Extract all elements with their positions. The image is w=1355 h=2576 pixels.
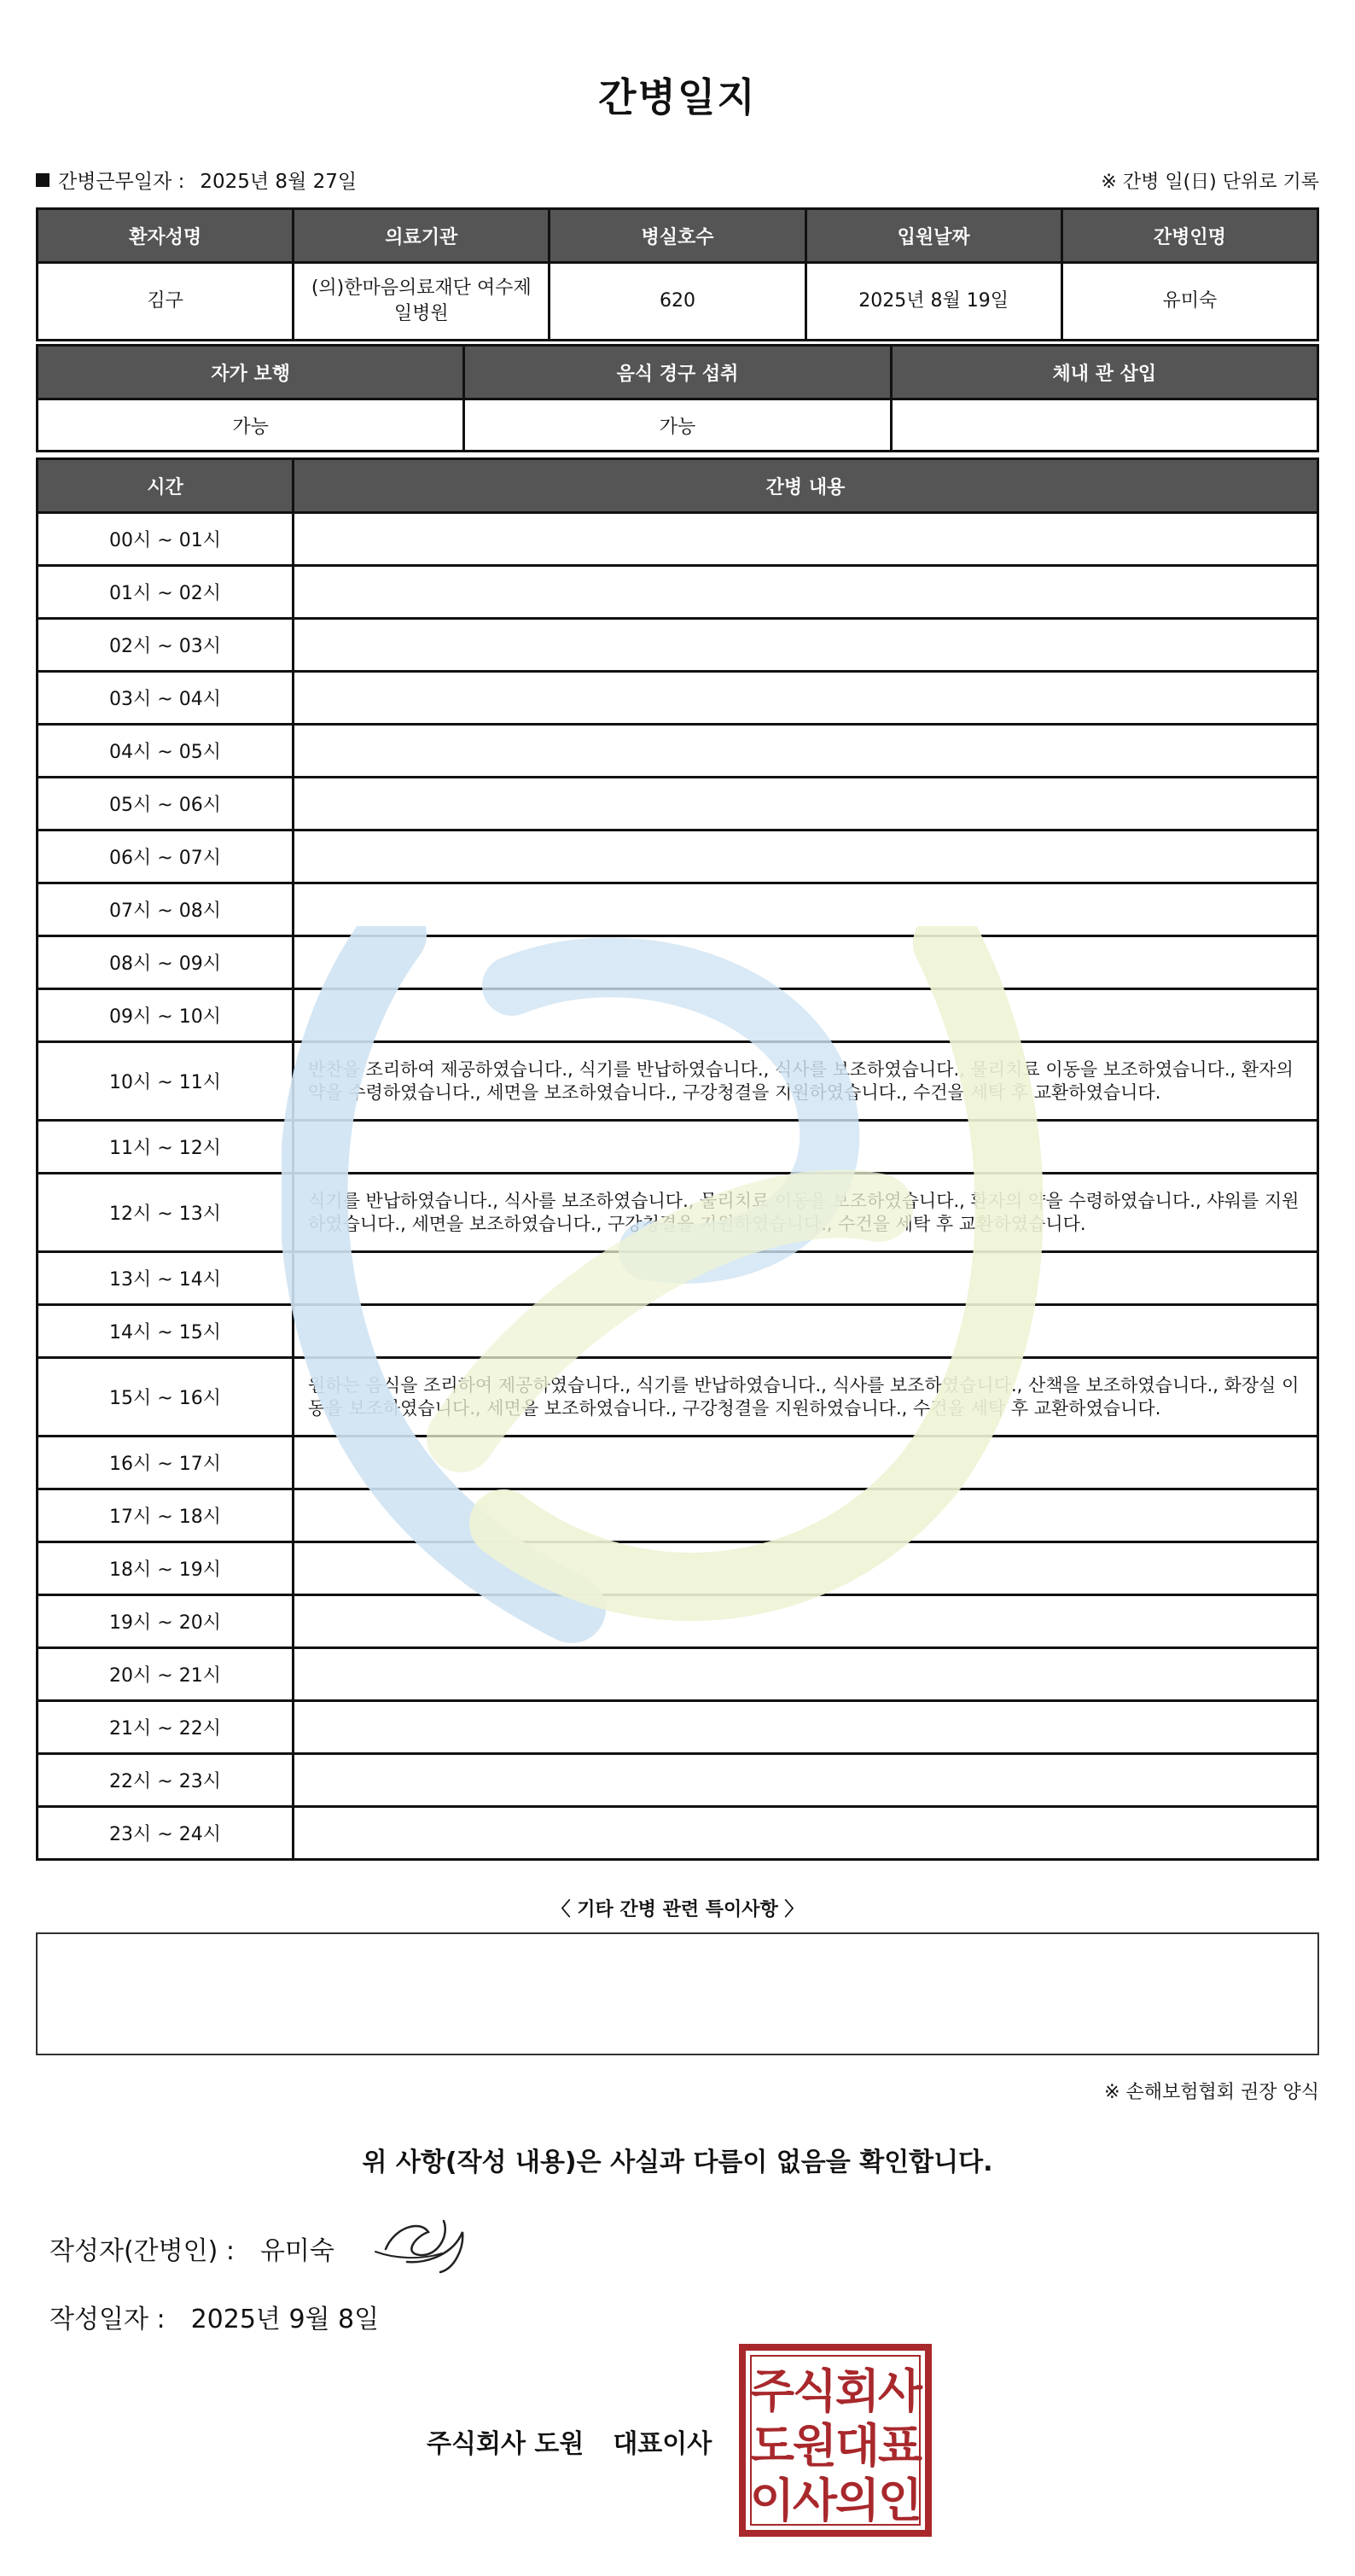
care-content: 반찬을 조리하여 제공하였습니다., 식기를 반납하였습니다., 식사를 보조하였습니다., 물리치료 이동을 보조하였습니다., 환자의 약을 수령하였습니다., 세면을 보조하였습니다., 구강청결을 지원하였습니다., 수건을 세탁 후 교환하였습니다. xyxy=(294,1042,1318,1121)
time-slot: 21시 ~ 22시 xyxy=(38,1701,294,1754)
table-row xyxy=(38,778,1318,830)
caregiver-name: 유미숙 xyxy=(1061,263,1317,341)
company-seal xyxy=(739,2344,932,2537)
seal-char: 표 xyxy=(877,2419,923,2473)
time-slot: 11시 ~ 12시 xyxy=(38,1121,294,1174)
time-slot: 10시 ~ 11시 xyxy=(38,1042,294,1121)
table-row xyxy=(38,1648,1318,1701)
care-content: 식기를 반납하였습니다., 식사를 보조하였습니다., 물리치료 이동을 보조하였습니다., 환자의 약을 수령하였습니다., 샤워를 지원하였습니다., 세면을 보조하였습니다., 구강청결을 지원하였습니다., 수건을 세탁 후 교환하였습니다. xyxy=(294,1174,1318,1252)
care-content xyxy=(294,883,1318,936)
time-slot: 23시 ~ 24시 xyxy=(38,1807,294,1860)
care-content xyxy=(294,513,1318,566)
table-row xyxy=(38,830,1318,883)
table-row xyxy=(38,989,1318,1042)
time-slot: 18시 ~ 19시 xyxy=(38,1542,294,1595)
time-slot: 04시 ~ 05시 xyxy=(38,725,294,778)
writer-row xyxy=(49,2229,334,2267)
writer-name: 유미숙 xyxy=(259,2236,334,2266)
daily-record-note: ※ 간병 일(日) 단위로 기록 xyxy=(1101,172,1319,193)
tube-insertion-value xyxy=(891,399,1317,452)
table-row xyxy=(38,1807,1318,1860)
remarks-title: 〈 기타 간병 관련 특이사항 〉 xyxy=(551,1899,804,1920)
time-slot: 06시 ~ 07시 xyxy=(38,830,294,883)
header-caregiver-name: 간병인명 xyxy=(1061,209,1317,263)
seal-char: 주 xyxy=(749,2364,795,2418)
time-slot: 09시 ~ 10시 xyxy=(38,989,294,1042)
table-row xyxy=(38,672,1318,725)
work-date-label: 간병근무일자 : xyxy=(58,171,185,193)
care-content xyxy=(294,1489,1318,1542)
table-row xyxy=(38,1305,1318,1358)
self-walking-value: 가능 xyxy=(38,399,464,452)
time-slot: 16시 ~ 17시 xyxy=(38,1437,294,1489)
seal-char: 이 xyxy=(749,2474,795,2527)
seal-char: 사 xyxy=(792,2474,838,2527)
patient-status-table xyxy=(36,344,1319,452)
signature xyxy=(369,2202,471,2279)
table-row xyxy=(38,1489,1318,1542)
care-content: 원하는 음식을 조리하여 제공하였습니다., 식기를 반납하였습니다., 식사를 보조하였습니다., 산책을 보조하였습니다., 화장실 이동을 보조하였습니다., 세면을 보조하였습니다., 구강청결을 지원하였습니다., 수건을 세탁 후 교환하였습니다. xyxy=(294,1358,1318,1437)
admission-date: 2025년 8월 19일 xyxy=(805,263,1061,341)
work-date-row xyxy=(36,166,357,194)
table-row xyxy=(38,1252,1318,1305)
time-slot: 08시 ~ 09시 xyxy=(38,936,294,989)
insurance-association-note: ※ 손해보험협회 권장 양식 xyxy=(1104,2082,1319,2103)
time-slot: 05시 ~ 06시 xyxy=(38,778,294,830)
time-slot: 22시 ~ 23시 xyxy=(38,1754,294,1807)
seal-char: 원 xyxy=(792,2419,838,2473)
writer-label: 작성자(간병인) : xyxy=(49,2236,235,2266)
care-content xyxy=(294,1595,1318,1648)
time-slot: 00시 ~ 01시 xyxy=(38,513,294,566)
header-time: 시간 xyxy=(38,459,294,513)
care-content xyxy=(294,566,1318,619)
care-content xyxy=(294,1701,1318,1754)
time-slot: 15시 ~ 16시 xyxy=(38,1358,294,1437)
company-row xyxy=(427,2422,712,2460)
care-content xyxy=(294,1121,1318,1174)
care-content xyxy=(294,1252,1318,1305)
header-admission-date: 입원날짜 xyxy=(805,209,1061,263)
seal-char: 의 xyxy=(835,2474,881,2527)
confirmation-statement: 위 사항(작성 내용)은 사실과 다름이 없음을 확인합니다. xyxy=(362,2148,993,2177)
seal-char: 식 xyxy=(792,2364,838,2418)
seal-char: 인 xyxy=(877,2474,923,2527)
time-slot: 20시 ~ 21시 xyxy=(38,1648,294,1701)
header-care-content: 간병 내용 xyxy=(294,459,1318,513)
table-row xyxy=(38,883,1318,936)
header-self-walking: 자가 보행 xyxy=(38,346,464,399)
time-slot: 03시 ~ 04시 xyxy=(38,672,294,725)
seal-char: 대 xyxy=(835,2419,881,2473)
time-slot: 12시 ~ 13시 xyxy=(38,1174,294,1252)
care-log-table xyxy=(36,458,1319,1861)
table-row xyxy=(38,1595,1318,1648)
seal-char: 사 xyxy=(877,2364,923,2418)
header-room-number: 병실호수 xyxy=(550,209,805,263)
table-row xyxy=(38,1042,1318,1121)
time-slot: 14시 ~ 15시 xyxy=(38,1305,294,1358)
table-row xyxy=(38,566,1318,619)
time-slot: 19시 ~ 20시 xyxy=(38,1595,294,1648)
time-slot: 13시 ~ 14시 xyxy=(38,1252,294,1305)
write-date-value: 2025년 9월 8일 xyxy=(190,2305,380,2334)
write-date-label: 작성일자 : xyxy=(49,2305,166,2334)
header-patient-name: 환자성명 xyxy=(38,209,294,263)
care-content xyxy=(294,725,1318,778)
remarks-box xyxy=(36,1932,1319,2055)
institution: (의)한마음의료재단 여수제일병원 xyxy=(294,263,550,341)
page-title: 간병일지 xyxy=(598,74,757,120)
table-row xyxy=(38,513,1318,566)
table-row xyxy=(38,725,1318,778)
care-content xyxy=(294,1648,1318,1701)
care-content xyxy=(294,1437,1318,1489)
table-row xyxy=(38,936,1318,989)
work-date-value: 2025년 8월 27일 xyxy=(200,171,358,193)
header-institution: 의료기관 xyxy=(294,209,550,263)
seal-char: 회 xyxy=(835,2364,881,2418)
care-content xyxy=(294,1807,1318,1860)
header-oral-intake: 음식 경구 섭취 xyxy=(464,346,891,399)
table-row xyxy=(38,1754,1318,1807)
care-content xyxy=(294,1305,1318,1358)
table-row xyxy=(38,1437,1318,1489)
header-tube-insertion: 체내 관 삽입 xyxy=(891,346,1317,399)
care-content xyxy=(294,619,1318,672)
patient-name: 김구 xyxy=(38,263,294,341)
care-content xyxy=(294,936,1318,989)
time-slot: 17시 ~ 18시 xyxy=(38,1489,294,1542)
table-row xyxy=(38,1358,1318,1437)
table-row xyxy=(38,1701,1318,1754)
room-number: 620 xyxy=(550,263,805,341)
table-row xyxy=(38,619,1318,672)
representative-title: 대표이사 xyxy=(613,2429,712,2459)
care-content xyxy=(294,1754,1318,1807)
care-content xyxy=(294,672,1318,725)
care-content xyxy=(294,1542,1318,1595)
time-slot: 02시 ~ 03시 xyxy=(38,619,294,672)
patient-info-table xyxy=(36,207,1319,341)
square-bullet-icon xyxy=(36,173,49,187)
table-row xyxy=(38,1121,1318,1174)
care-content xyxy=(294,989,1318,1042)
seal-char: 도 xyxy=(749,2419,795,2473)
time-slot: 07시 ~ 08시 xyxy=(38,883,294,936)
table-row xyxy=(38,1542,1318,1595)
write-date-row xyxy=(49,2298,379,2335)
company-name: 주식회사 도원 xyxy=(427,2429,584,2459)
care-content xyxy=(294,778,1318,830)
table-row xyxy=(38,1174,1318,1252)
care-content xyxy=(294,830,1318,883)
time-slot: 01시 ~ 02시 xyxy=(38,566,294,619)
oral-intake-value: 가능 xyxy=(464,399,891,452)
